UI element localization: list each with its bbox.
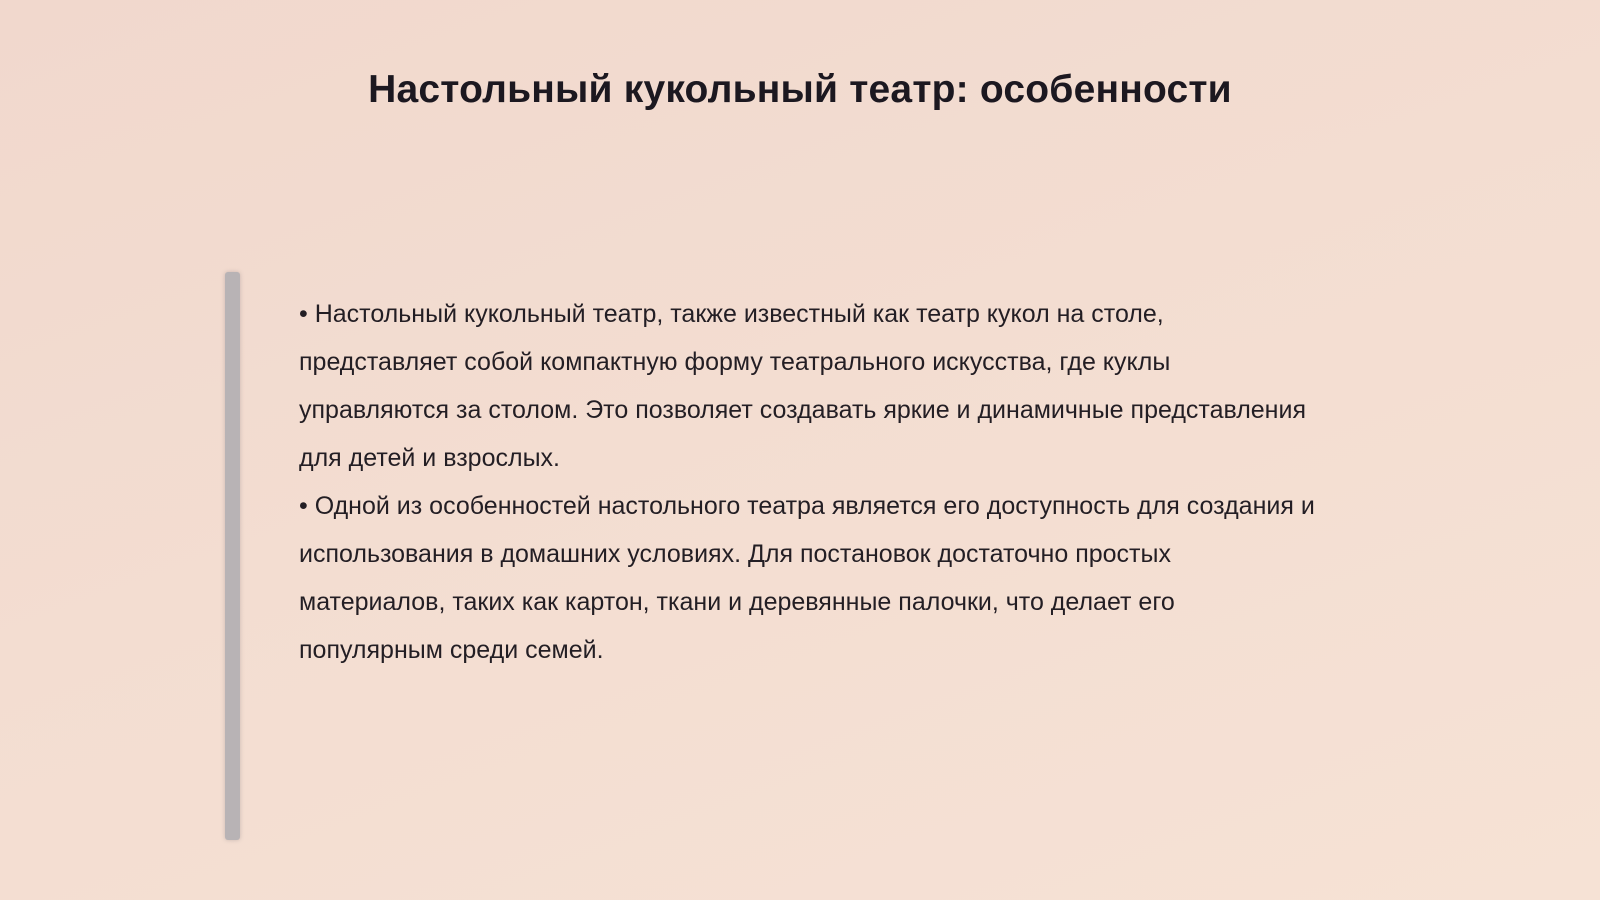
vertical-accent-bar bbox=[225, 272, 240, 840]
bullet-item: • Настольный кукольный театр, также известный как театр кукол на столе, представляет собой компактную форму театрального искусства, где куклы управляются за столом. Это позволяет создавать яркие и динамичные представления для детей и взрослых. bbox=[299, 300, 1306, 472]
slide-body bbox=[299, 290, 1319, 674]
slide-title: Настольный кукольный театр: особенности bbox=[368, 68, 1232, 111]
bullet-item: • Одной из особенностей настольного театра является его доступность для создания и использования в домашних условиях. Для постановок достаточно простых материалов, таких как картон, ткани и деревянные палочки, что делает его популярным среди семей. bbox=[299, 492, 1315, 664]
